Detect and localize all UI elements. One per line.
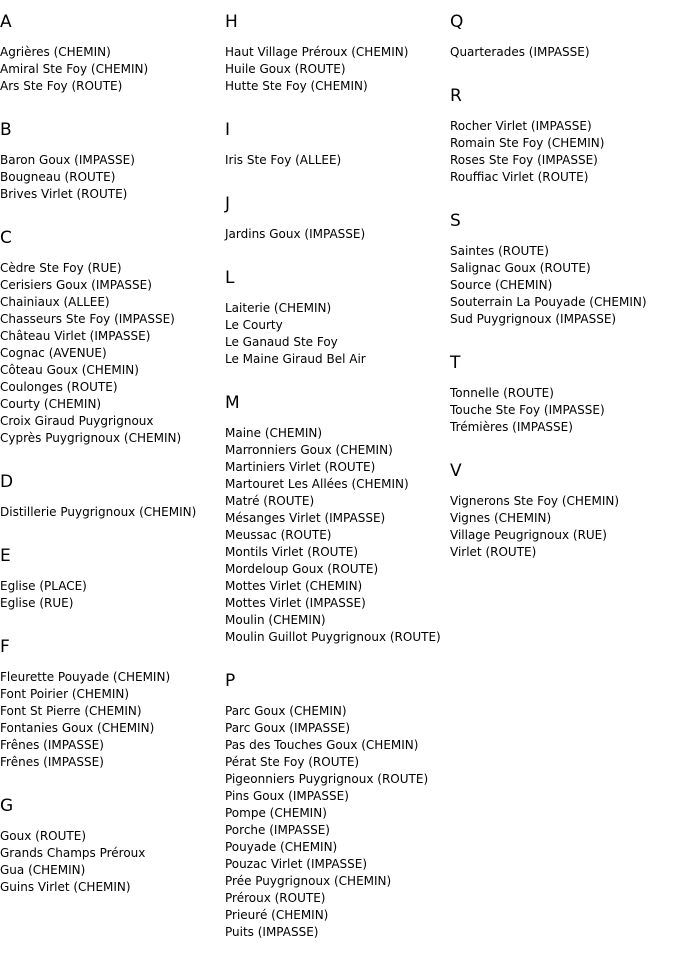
street-entry: Rocher Virlet (IMPASSE)	[450, 119, 592, 133]
street-list	[225, 300, 450, 368]
street-entry: Village Peugrignoux (RUE)	[450, 528, 607, 542]
street-entry: Hutte Ste Foy (CHEMIN)	[225, 79, 368, 93]
street-entry: Salignac Goux (ROUTE)	[450, 261, 591, 275]
street-entry: Ars Ste Foy (ROUTE)	[0, 79, 123, 93]
street-entry: Font St Pierre (CHEMIN)	[0, 704, 142, 718]
street-entry: Baron Goux (IMPASSE)	[0, 153, 135, 167]
street-entry: Frênes (IMPASSE)	[0, 738, 104, 752]
street-entry: Côteau Goux (CHEMIN)	[0, 363, 139, 377]
street-entry: Pas des Touches Goux (CHEMIN)	[225, 738, 419, 752]
street-entry: Iris Ste Foy (ALLEE)	[225, 153, 342, 167]
letter-group	[450, 353, 675, 436]
letter-heading: Q	[450, 12, 464, 32]
street-entry: Mésanges Virlet (IMPASSE)	[225, 511, 386, 525]
street-entry: Mordeloup Goux (ROUTE)	[225, 562, 379, 576]
letter-group	[225, 671, 450, 941]
street-list	[225, 226, 450, 243]
index-column	[450, 12, 675, 586]
street-entry: Prée Puygrignoux (CHEMIN)	[225, 874, 392, 888]
letter-heading: E	[0, 546, 11, 566]
letter-group	[450, 211, 675, 328]
street-list	[225, 44, 450, 95]
street-entry: Saintes (ROUTE)	[450, 244, 549, 258]
letter-group	[0, 637, 220, 771]
street-entry: Cognac (AVENUE)	[0, 346, 107, 360]
street-list	[450, 493, 675, 561]
street-entry: Font Poirier (CHEMIN)	[0, 687, 130, 701]
letter-heading: J	[225, 194, 231, 214]
letter-heading: T	[450, 353, 461, 373]
index-column	[225, 12, 450, 966]
letter-heading: R	[450, 86, 462, 106]
street-entry: Cyprès Puygrignoux (CHEMIN)	[0, 431, 182, 445]
letter-heading: L	[225, 268, 235, 288]
street-entry: Meussac (ROUTE)	[225, 528, 332, 542]
letter-heading: G	[0, 796, 14, 816]
street-entry: Pouzac Virlet (IMPASSE)	[225, 857, 368, 871]
letter-group	[0, 796, 220, 896]
street-entry: Grands Champs Préroux	[0, 846, 146, 860]
street-entry: Trémières (IMPASSE)	[450, 420, 573, 434]
street-entry: Fleurette Pouyade (CHEMIN)	[0, 670, 171, 684]
street-list	[225, 703, 450, 941]
street-entry: Montils Virlet (ROUTE)	[225, 545, 359, 559]
letter-heading: D	[0, 472, 14, 492]
street-entry: Brives Virlet (ROUTE)	[0, 187, 128, 201]
street-entry: Mottes Virlet (IMPASSE)	[225, 596, 366, 610]
street-entry: Matré (ROUTE)	[225, 494, 315, 508]
street-entry: Pompe (CHEMIN)	[225, 806, 327, 820]
letter-group	[225, 12, 450, 95]
street-entry: Touche Ste Foy (IMPASSE)	[450, 403, 605, 417]
street-list	[225, 425, 450, 646]
street-entry: Puits (IMPASSE)	[225, 925, 319, 939]
street-entry: Fontanies Goux (CHEMIN)	[0, 721, 155, 735]
letter-heading: F	[0, 637, 10, 657]
letter-heading: A	[0, 12, 12, 32]
street-entry: Jardins Goux (IMPASSE)	[225, 227, 366, 241]
letter-group	[0, 12, 220, 95]
letter-group	[225, 268, 450, 368]
street-entry: Chasseurs Ste Foy (IMPASSE)	[0, 312, 175, 326]
street-entry: Frênes (IMPASSE)	[0, 755, 104, 769]
letter-heading: I	[225, 120, 231, 140]
letter-group	[0, 546, 220, 612]
street-entry: Roses Ste Foy (IMPASSE)	[450, 153, 598, 167]
letter-heading: M	[225, 393, 240, 413]
street-list	[0, 669, 220, 771]
street-entry: Château Virlet (IMPASSE)	[0, 329, 151, 343]
street-entry: Prieuré (CHEMIN)	[225, 908, 329, 922]
letter-group	[450, 86, 675, 186]
letter-heading: B	[0, 120, 12, 140]
street-list	[0, 260, 220, 447]
street-entry: Haut Village Préroux (CHEMIN)	[225, 45, 409, 59]
street-entry: Coulonges (ROUTE)	[0, 380, 118, 394]
letter-group	[450, 12, 675, 61]
street-entry: Martiniers Virlet (ROUTE)	[225, 460, 376, 474]
street-list	[225, 152, 450, 169]
street-entry: Agrières (CHEMIN)	[0, 45, 111, 59]
street-entry: Moulin Guillot Puygrignoux (ROUTE)	[225, 630, 441, 644]
street-entry: Pigeonniers Puygrignoux (ROUTE)	[225, 772, 429, 786]
street-entry: Marronniers Goux (CHEMIN)	[225, 443, 393, 457]
street-list	[0, 44, 220, 95]
street-entry: Goux (ROUTE)	[0, 829, 87, 843]
street-entry: Martouret Les Allées (CHEMIN)	[225, 477, 409, 491]
street-entry: Pérat Ste Foy (ROUTE)	[225, 755, 360, 769]
street-entry: Vignes (CHEMIN)	[450, 511, 552, 525]
street-list	[0, 152, 220, 203]
letter-group	[450, 461, 675, 561]
street-entry: Parc Goux (CHEMIN)	[225, 704, 347, 718]
letter-heading: V	[450, 461, 462, 481]
street-entry: Huile Goux (ROUTE)	[225, 62, 346, 76]
street-entry: Pins Goux (IMPASSE)	[225, 789, 349, 803]
letter-heading: S	[450, 211, 461, 231]
letter-heading: P	[225, 671, 236, 691]
street-entry: Cerisiers Goux (IMPASSE)	[0, 278, 152, 292]
street-entry: Quarterades (IMPASSE)	[450, 45, 590, 59]
street-entry: Eglise (RUE)	[0, 596, 74, 610]
letter-heading: H	[225, 12, 238, 32]
street-entry: Source (CHEMIN)	[450, 278, 553, 292]
street-list	[450, 44, 675, 61]
street-entry: Virlet (ROUTE)	[450, 545, 537, 559]
street-entry: Laiterie (CHEMIN)	[225, 301, 332, 315]
street-entry: Mottes Virlet (CHEMIN)	[225, 579, 363, 593]
street-entry: Souterrain La Pouyade (CHEMIN)	[450, 295, 647, 309]
index-column	[0, 12, 220, 921]
street-entry: Moulin (CHEMIN)	[225, 613, 326, 627]
letter-heading: C	[0, 228, 12, 248]
street-list	[0, 504, 220, 521]
street-entry: Le Courty	[225, 318, 283, 332]
street-entry: Sud Puygrignoux (IMPASSE)	[450, 312, 617, 326]
street-entry: Le Ganaud Ste Foy	[225, 335, 338, 349]
street-entry: Le Maine Giraud Bel Air	[225, 352, 366, 366]
letter-group	[0, 120, 220, 203]
street-entry: Amiral Ste Foy (CHEMIN)	[0, 62, 149, 76]
street-entry: Cèdre Ste Foy (RUE)	[0, 261, 122, 275]
street-entry: Courty (CHEMIN)	[0, 397, 102, 411]
letter-group	[0, 472, 220, 521]
street-entry: Croix Giraud Puygrignoux	[0, 414, 154, 428]
street-entry: Chainiaux (ALLEE)	[0, 295, 110, 309]
letter-group	[225, 194, 450, 243]
street-entry: Maine (CHEMIN)	[225, 426, 323, 440]
letter-group	[0, 228, 220, 447]
street-entry: Pouyade (CHEMIN)	[225, 840, 338, 854]
street-list	[0, 828, 220, 896]
street-entry: Guins Virlet (CHEMIN)	[0, 880, 131, 894]
street-entry: Distillerie Puygrignoux (CHEMIN)	[0, 505, 197, 519]
street-list	[450, 243, 675, 328]
letter-group	[225, 120, 450, 169]
street-entry: Préroux (ROUTE)	[225, 891, 326, 905]
street-entry: Parc Goux (IMPASSE)	[225, 721, 351, 735]
street-entry: Vignerons Ste Foy (CHEMIN)	[450, 494, 620, 508]
street-list	[450, 118, 675, 186]
street-entry: Rouffiac Virlet (ROUTE)	[450, 170, 589, 184]
street-list	[0, 578, 220, 612]
street-entry: Gua (CHEMIN)	[0, 863, 86, 877]
street-entry: Bougneau (ROUTE)	[0, 170, 116, 184]
street-entry: Romain Ste Foy (CHEMIN)	[450, 136, 605, 150]
letter-group	[225, 393, 450, 646]
street-entry: Eglise (PLACE)	[0, 579, 87, 593]
street-entry: Porche (IMPASSE)	[225, 823, 330, 837]
street-entry: Tonnelle (ROUTE)	[450, 386, 554, 400]
street-list	[450, 385, 675, 436]
